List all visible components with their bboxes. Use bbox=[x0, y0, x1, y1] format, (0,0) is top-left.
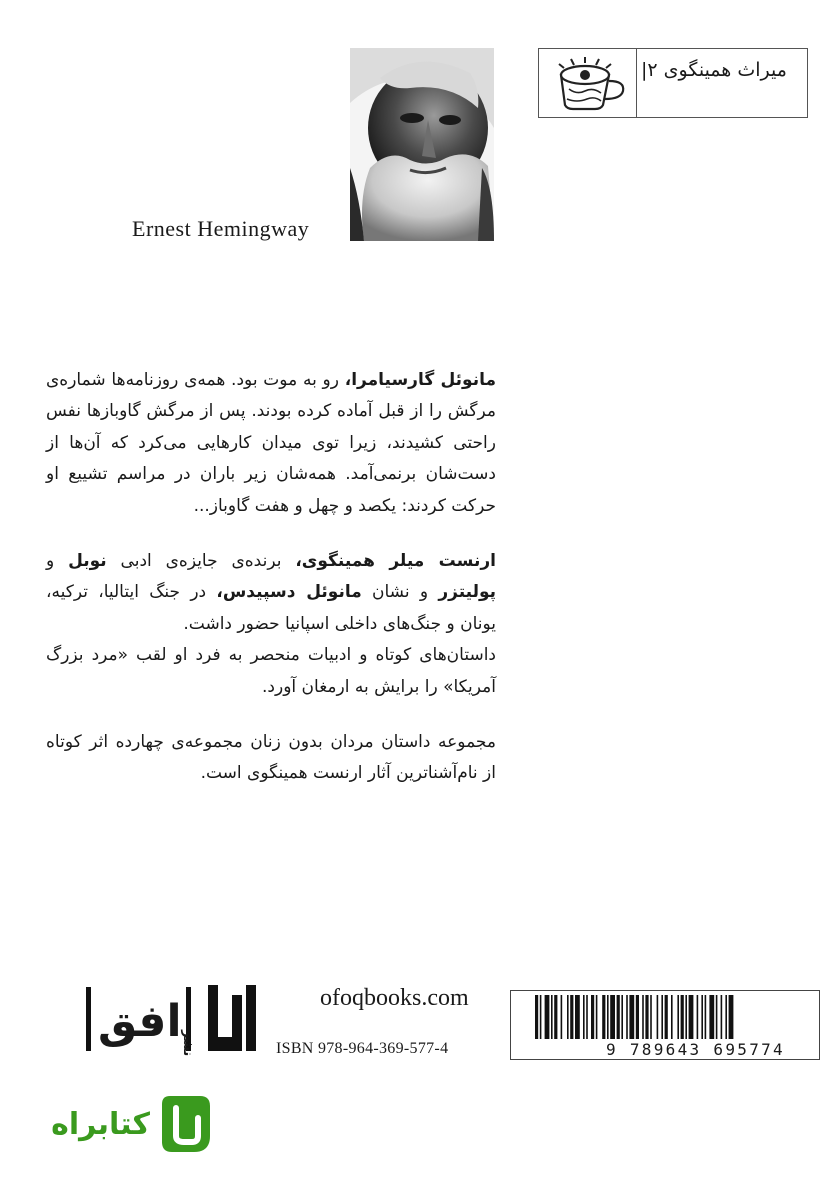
barcode-bar bbox=[650, 995, 652, 1039]
barcode-bar bbox=[554, 995, 557, 1039]
barcode-bar bbox=[610, 995, 615, 1039]
blurb-text: رو به موت بود. همه‌ی روزنامه‌ها شماره‌ی مرگش را از قبل آماده کرده بودند. پس از مرگش گاوبازها نفس راحتی کشیدند، زیرا توی میدان کارهایی می‌کرد که آن‌ها از دست‌شان برنمی‌آمد. همه‌شان زیر باران در مراسم تشییع او حرکت کردند: یکصد و چهل و هفت گاوباز... bbox=[46, 370, 496, 516]
series-title bbox=[637, 49, 807, 117]
blurb-text: داستان‌های کوتاه و ادبیات منحصر به فرد او لقب «مرد بزرگ آمریکا» را برایش به ارمغان آورد. bbox=[46, 645, 496, 697]
barcode-bar bbox=[607, 995, 609, 1039]
barcode-bar bbox=[716, 995, 718, 1039]
blurb-bold-name: مانوئل گارسیامرا، bbox=[344, 370, 496, 390]
barcode-bar bbox=[570, 995, 573, 1039]
barcode-bar bbox=[617, 995, 620, 1039]
barcode-bar bbox=[545, 995, 550, 1039]
barcode-bar bbox=[665, 995, 668, 1039]
back-cover-blurb bbox=[46, 365, 496, 814]
blurb-text: برنده‌ی جایزه‌ی ادبی bbox=[106, 551, 296, 572]
barcode-bar bbox=[661, 995, 663, 1039]
barcode-bar bbox=[709, 995, 714, 1039]
eye-cup-icon bbox=[547, 53, 629, 113]
barcode-bar bbox=[551, 995, 553, 1039]
barcode-bar bbox=[721, 995, 723, 1039]
blurb-text: و نشان bbox=[361, 582, 439, 603]
series-title-text: میراث همینگوی ۲ bbox=[647, 59, 787, 81]
barcode-bar bbox=[575, 995, 580, 1039]
barcode-bar bbox=[583, 995, 585, 1039]
barcode-bar bbox=[596, 995, 598, 1039]
publisher-website[interactable]: ofoqbooks.com bbox=[320, 985, 469, 1011]
barcode-bar bbox=[629, 995, 634, 1039]
barcode-bar bbox=[697, 995, 699, 1039]
blurb-bold-nobel: نوبل bbox=[68, 551, 107, 572]
series-box bbox=[538, 48, 808, 118]
blurb-paragraph-2 bbox=[46, 546, 496, 703]
barcode-bar bbox=[567, 995, 569, 1039]
blurb-text: و bbox=[46, 551, 69, 572]
barcode-bar bbox=[535, 995, 538, 1039]
barcode-bar bbox=[705, 995, 707, 1039]
blurb-paragraph-1 bbox=[46, 365, 496, 522]
blurb-bold-author: ارنست میلر همینگوی، bbox=[295, 551, 496, 572]
barcode-bar bbox=[725, 995, 727, 1039]
blurb-paragraph-3: مجموعه داستان مردان بدون زنان مجموعه‌ی چهارده اثر کوتاه از نام‌آشناترین آثار ارنست همینگوی است. bbox=[46, 732, 496, 784]
barcode-bar bbox=[561, 995, 563, 1039]
author-name-en: Ernest Hemingway bbox=[132, 216, 310, 241]
barcode-bar bbox=[621, 995, 623, 1039]
barcode-bar bbox=[701, 995, 703, 1039]
barcode-bar bbox=[645, 995, 648, 1039]
ofoq-logo-text: افق bbox=[98, 996, 182, 1047]
author-portrait bbox=[350, 48, 494, 241]
barcode-bar bbox=[671, 995, 673, 1039]
ofoq-logo-sub: نشر bbox=[180, 1030, 195, 1057]
barcode-bar bbox=[602, 995, 605, 1039]
series-logo bbox=[539, 49, 637, 117]
barcode-bar bbox=[540, 995, 542, 1039]
barcode-bar bbox=[636, 995, 639, 1039]
isbn-text: ISBN 978-964-369-577-4 bbox=[276, 1040, 449, 1057]
barcode-bar bbox=[689, 995, 694, 1039]
barcode-digits: 9 789643 695774 bbox=[606, 1040, 785, 1059]
ketabrah-label[interactable]: کتابراه bbox=[51, 1107, 150, 1142]
barcode-bar bbox=[677, 995, 679, 1039]
barcode-bar bbox=[586, 995, 588, 1039]
barcode-bar bbox=[626, 995, 628, 1039]
barcode-bar bbox=[591, 995, 594, 1039]
barcode-bar bbox=[657, 995, 659, 1039]
blurb-bold-medal: مانوئل دسپیدس، bbox=[216, 582, 362, 603]
barcode-bar bbox=[685, 995, 687, 1039]
blurb-bold-pulitzer: پولیتزر bbox=[438, 582, 496, 603]
blurb-text: در جنگ ایتالیا، ترکیه، یونان و جنگ‌های داخلی اسپانیا حضور داشت. bbox=[46, 582, 496, 634]
barcode-bar bbox=[642, 995, 644, 1039]
series-title-bar: | bbox=[641, 59, 648, 81]
barcode-bar bbox=[729, 995, 734, 1039]
barcode-bar bbox=[681, 995, 684, 1039]
